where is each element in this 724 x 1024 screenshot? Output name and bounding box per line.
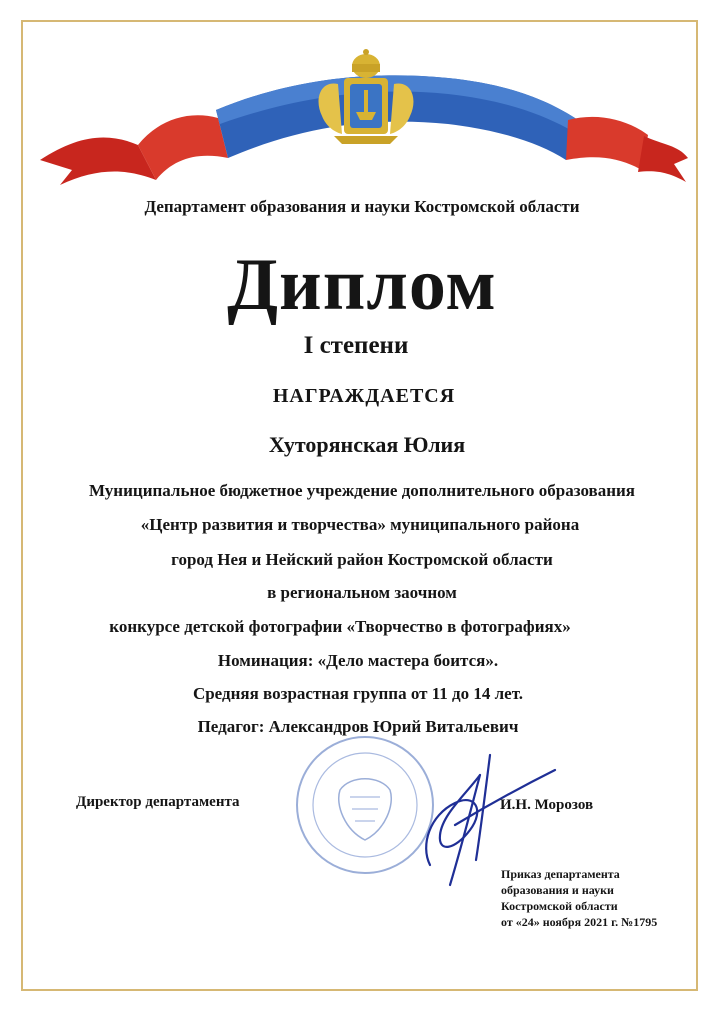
body-line: город Нея и Нейский район Костромской области xyxy=(171,550,553,569)
order-line: от «24» ноября 2021 г. №1795 xyxy=(501,915,658,929)
order-line: образования и науки xyxy=(501,883,614,897)
awarded-label: НАГРАЖДАЕТСЯ xyxy=(272,385,456,407)
order-line: Приказ департамента xyxy=(501,867,620,881)
coat-of-arms-ribbon xyxy=(38,40,690,190)
director-position: Директор департамента xyxy=(76,794,240,810)
body-line: в региональном заочном xyxy=(267,583,457,602)
body-line: Муниципальное бюджетное учреждение дополнительного образования xyxy=(88,481,635,500)
emblem-icon xyxy=(319,49,414,144)
diploma-degree: I степени xyxy=(303,332,409,359)
order-reference xyxy=(501,866,657,930)
teacher-line: Педагог: Александров Юрий Витальевич xyxy=(197,717,519,736)
department-heading: Департамент образования и науки Костромской области xyxy=(144,197,580,216)
order-line: Костромской области xyxy=(501,899,618,913)
age-group-line: Средняя возрастная группа от 11 до 14 лет. xyxy=(192,684,524,703)
body-line: конкурсе детской фотографии «Творчество в фотографиях» xyxy=(109,617,571,636)
recipient-name: Хуторянская Юлия xyxy=(268,432,466,457)
diploma-title: Диплом xyxy=(227,244,497,326)
nomination-line: Номинация: «Дело мастера боится». xyxy=(217,651,499,670)
director-name: И.Н. Морозов xyxy=(500,797,594,813)
official-stamp xyxy=(297,737,433,873)
body-line: «Центр развития и творчества» муниципального района xyxy=(140,515,580,534)
